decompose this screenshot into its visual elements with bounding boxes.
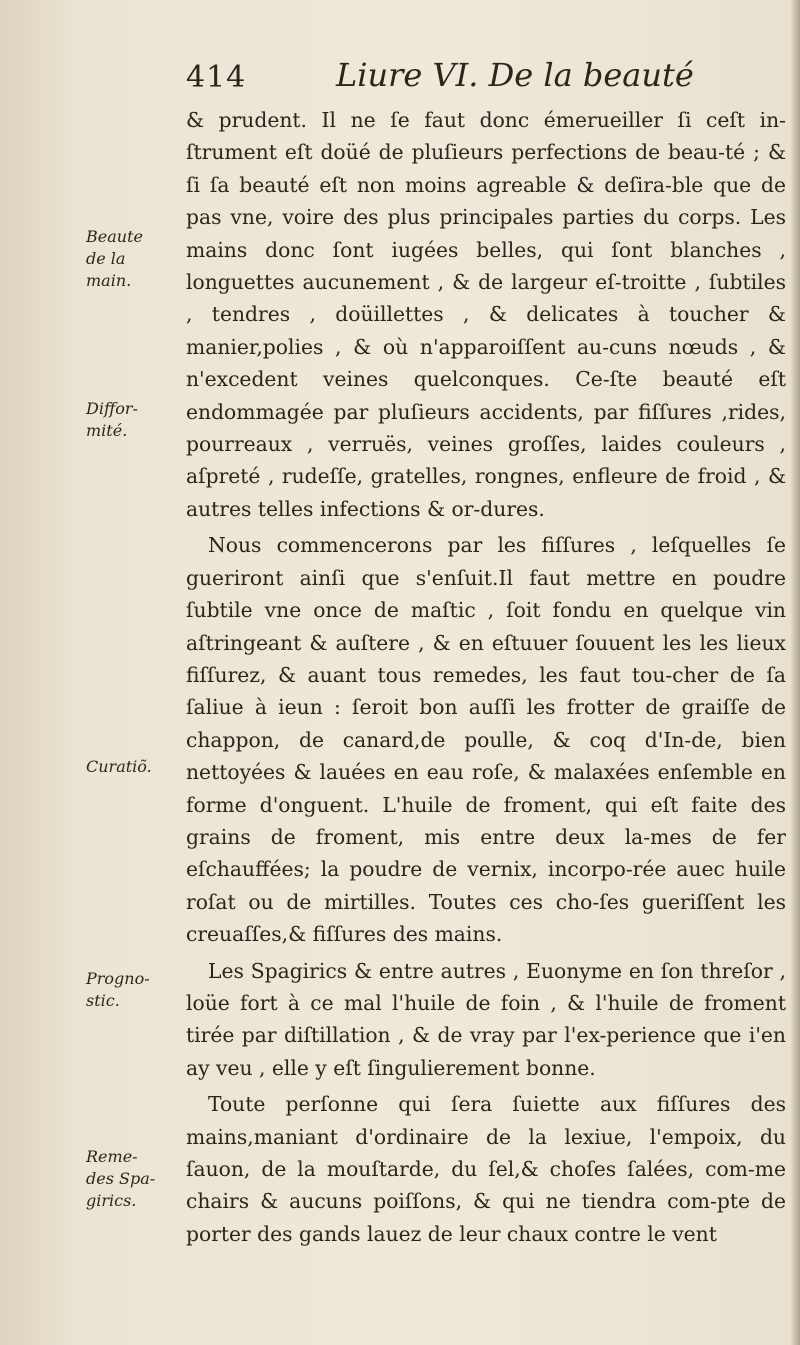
paragraph-beaute-main: & prudent. Il ne ſe faut donc émerueiller ſi ceſt in-ſtrument eſt doüé de pluſieurs perfections de beau-té ; & ſi ſa beauté eſt non moins agreable & deſira-ble que de pas vne, voire des plus principales parties du corps. Les mains donc ſont iugées belles, qui ſont blanches , longuettes aucunement , & de largeur eſ-troitte , ſubtiles , tendres , doüillettes , & delicates à toucher & manier,polies , & où n'apparoiſſent au-cuns nœuds , & n'excedent veines quelconques. Ce-ſte beauté eſt endommagée par pluſieurs accidents, par fiſſures ,rides, pourreaux , verruës, veines groſſes, laides couleurs , aſpreté , rudeſſe, gratelles, rongnes, enfleure de froid , & autres telles infections & or-dures. — [186, 108, 786, 521]
page-number: 414 — [186, 60, 247, 95]
margin-note-beaute: Beaute de la main. — [86, 227, 143, 290]
paragraph-remedes: Toute perſonne qui ſera ſuiette aux fiſſures des mains,maniant d'ordinaire de la lexiue, l'empoix, du ſauon, de la mouſtarde, du ſel,& choſes ſalées, com-me chairs & aucuns poiſſons, & qui ne tiendra com-pte de porter des gands lauez de leur chaux contre le vent — [186, 1092, 786, 1246]
margin-note-prognostic: Progno- stic. — [86, 969, 150, 1010]
page-header — [186, 52, 726, 102]
margin-note-remedes: Reme- des Spa- girics. — [86, 1147, 156, 1210]
page-edge-shadow — [790, 0, 800, 1345]
paragraph-spagirics: Les Spagirics & entre autres , Euonyme en ſon threſor , loüe fort à ce mal l'huile de foin , & l'huile de froment tirée par diſtillation , & de vray par l'ex-perience que i'en ay veu , elle y eſt ſingulierement bonne. — [186, 958, 786, 1080]
margin-note-curation: Curatiõ. — [86, 757, 152, 776]
margin-note-difformite: Diffor- mité. — [86, 399, 138, 440]
body-text — [186, 104, 786, 1250]
paragraph-fissures: Nous commencerons par les fiſſures , leſquelles ſe gueriront ainſi que s'enſuit.Il faut mettre en poudre ſubtile vne once de maſtic , ſoit fondu en quelque vin aſtringeant & auſtere , & en eſtuuer ſouuent les les lieux fiſſurez, & auant tous remedes, les faut tou-cher de ſa ſaliue à ieun : ſeroit bon auſſi les frotter de graiſſe de chappon, de canard,de poulle, & coq d'In-de, bien nettoyées & lauées en eau roſe, & malaxées enſemble en forme d'onguent. L'huile de froment, qui eſt faite des grains de froment, mis entre deux la-mes de fer eſchauffées; la poudre de vernix, incorpo-rée auec huile roſat ou de mirtilles. Toutes ces cho-ſes gueriſſent les creuaſſes,& fiſſures des mains. — [186, 533, 786, 947]
running-title: Liure VI. De la beauté — [336, 56, 694, 94]
